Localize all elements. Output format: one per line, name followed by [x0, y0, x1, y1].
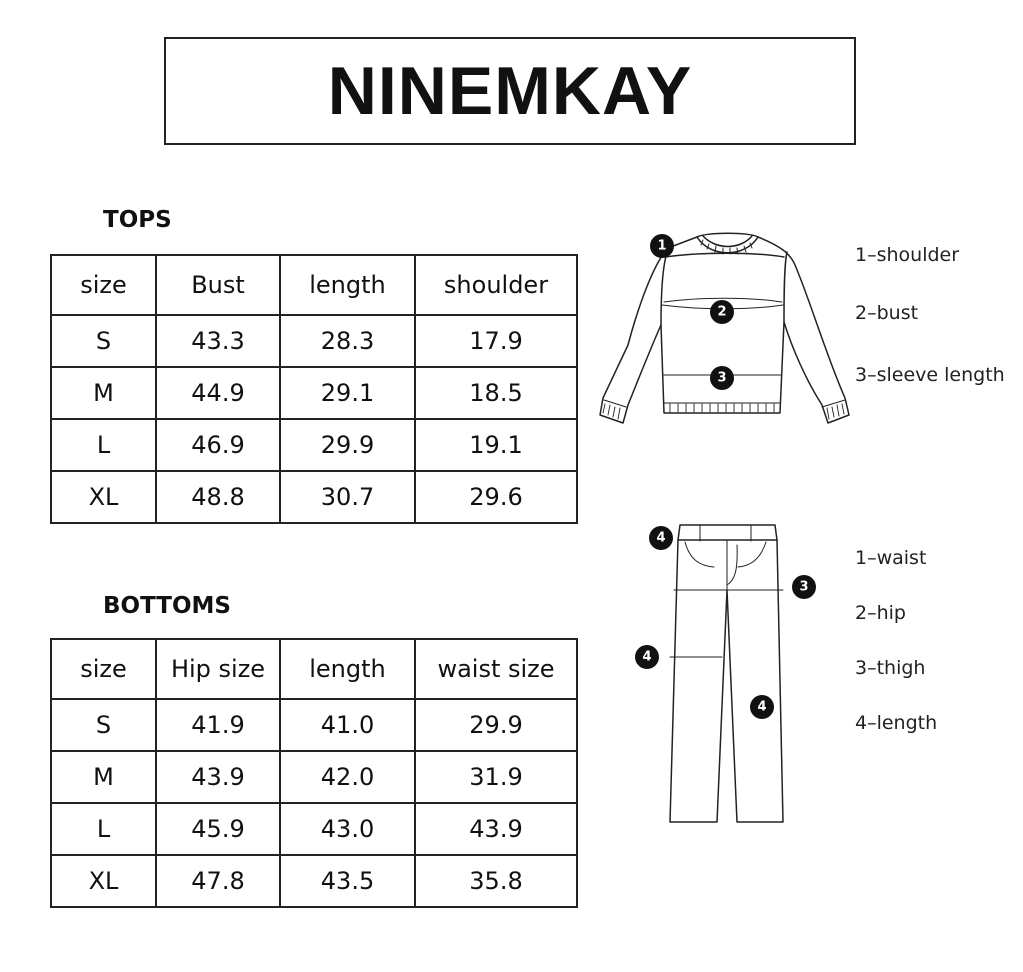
table-row — [51, 803, 577, 855]
length-cell: 29.1 — [280, 367, 415, 419]
badge-number: 4 — [656, 530, 666, 546]
column-header: Hip size — [156, 639, 280, 699]
bottoms-legend-thigh: 3–thigh — [855, 657, 926, 679]
sweater-badge-3 — [710, 366, 734, 390]
badge-number: 4 — [642, 649, 652, 665]
column-header: length — [280, 639, 415, 699]
size-cell: S — [51, 699, 156, 751]
length-cell: 28.3 — [280, 315, 415, 367]
size-cell: L — [51, 803, 156, 855]
size-cell: S — [51, 315, 156, 367]
bottoms-legend-length: 4–length — [855, 712, 938, 734]
hip-cell: 43.9 — [156, 751, 280, 803]
table-row — [51, 855, 577, 907]
waist-cell: 35.8 — [415, 855, 577, 907]
table-row — [51, 419, 577, 471]
size-cell: XL — [51, 471, 156, 523]
waist-cell: 29.9 — [415, 699, 577, 751]
size-cell: M — [51, 751, 156, 803]
badge-number: 2 — [717, 304, 727, 320]
column-header: size — [51, 639, 156, 699]
bust-cell: 46.9 — [156, 419, 280, 471]
tops-legend-sleeve-length: 3–sleeve length — [855, 364, 1005, 386]
bottoms-size-table — [50, 638, 578, 908]
bust-cell: 48.8 — [156, 471, 280, 523]
brand-name: NINEMKAY — [327, 53, 693, 129]
badge-number: 3 — [799, 579, 809, 595]
length-cell: 30.7 — [280, 471, 415, 523]
tops-legend-bust: 2–bust — [855, 302, 919, 324]
table-row — [51, 751, 577, 803]
size-cell: L — [51, 419, 156, 471]
table-header-row — [51, 639, 577, 699]
size-cell: XL — [51, 855, 156, 907]
length-cell: 43.0 — [280, 803, 415, 855]
bottoms-title: BOTTOMS — [103, 593, 231, 619]
bottoms-legend-hip: 2–hip — [855, 602, 906, 624]
badge-number: 3 — [717, 370, 727, 386]
bust-cell: 43.3 — [156, 315, 280, 367]
shoulder-cell: 18.5 — [415, 367, 577, 419]
column-header: size — [51, 255, 156, 315]
length-cell: 29.9 — [280, 419, 415, 471]
tops-title: TOPS — [103, 207, 172, 233]
pants-badge-hip — [792, 575, 816, 599]
shoulder-cell: 19.1 — [415, 419, 577, 471]
column-header: length — [280, 255, 415, 315]
column-header: shoulder — [415, 255, 577, 315]
tops-size-table — [50, 254, 578, 524]
pants-illustration — [630, 515, 830, 835]
badge-number: 1 — [657, 238, 667, 254]
brand-header — [164, 37, 856, 145]
badge-number: 4 — [757, 699, 767, 715]
pants-badge-thigh — [635, 645, 659, 669]
table-row — [51, 315, 577, 367]
column-header: waist size — [415, 639, 577, 699]
pants-badge-waist — [649, 526, 673, 550]
length-cell: 42.0 — [280, 751, 415, 803]
table-header-row — [51, 255, 577, 315]
column-header: Bust — [156, 255, 280, 315]
hip-cell: 47.8 — [156, 855, 280, 907]
size-cell: M — [51, 367, 156, 419]
sweater-badge-2 — [710, 300, 734, 324]
tops-legend-shoulder: 1–shoulder — [855, 244, 960, 266]
hip-cell: 41.9 — [156, 699, 280, 751]
shoulder-cell: 29.6 — [415, 471, 577, 523]
waist-cell: 43.9 — [415, 803, 577, 855]
bust-cell: 44.9 — [156, 367, 280, 419]
length-cell: 43.5 — [280, 855, 415, 907]
shoulder-cell: 17.9 — [415, 315, 577, 367]
table-row — [51, 471, 577, 523]
sweater-badge-1 — [650, 234, 674, 258]
waist-cell: 31.9 — [415, 751, 577, 803]
sweater-illustration — [595, 225, 855, 430]
length-cell: 41.0 — [280, 699, 415, 751]
bottoms-legend-waist: 1–waist — [855, 547, 927, 569]
pants-badge-length — [750, 695, 774, 719]
table-row — [51, 367, 577, 419]
table-row — [51, 699, 577, 751]
hip-cell: 45.9 — [156, 803, 280, 855]
